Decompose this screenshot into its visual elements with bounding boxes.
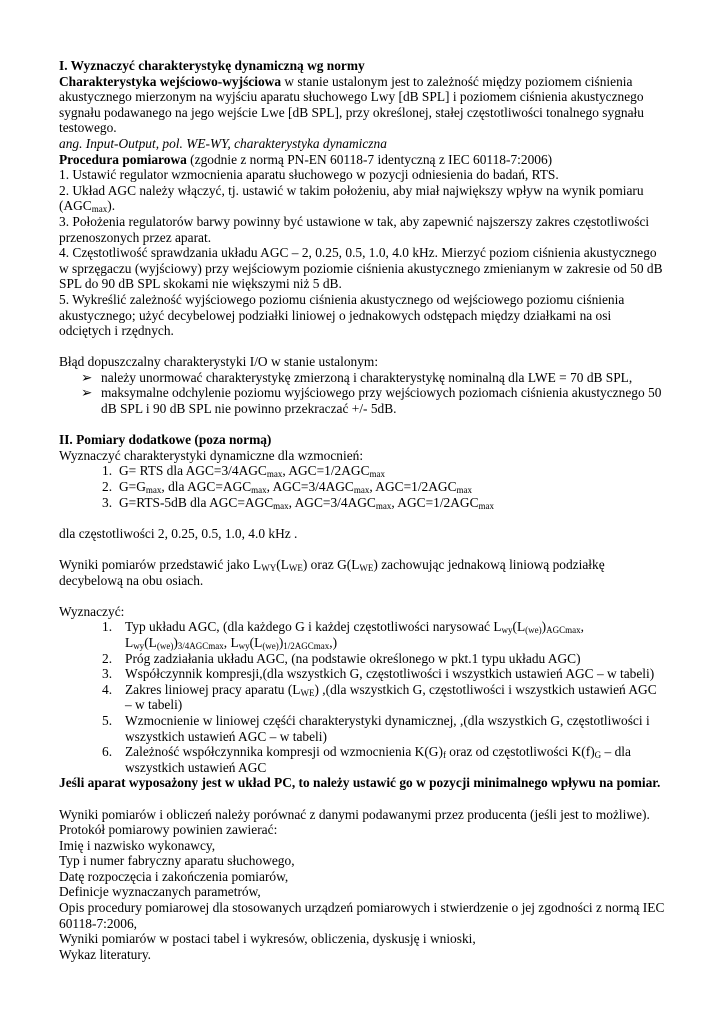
sub: max (273, 500, 289, 511)
item-number: 4. (102, 681, 113, 697)
sub: f (442, 750, 446, 761)
sub: 1/2AGCmax (283, 640, 330, 651)
sub: max (375, 500, 392, 511)
protocol-item: Wyniki pomiarów w postaci tabel i wykresów, obliczenia, dyskusję i wnioski, (59, 931, 476, 947)
text: G=RTS-5dB dla AGC=AGC (119, 494, 274, 510)
sub: WE (359, 563, 374, 573)
list-item (59, 479, 665, 495)
text: Współczynnik kompresji,(dla wszystkich G, częstotliwości i wszystkich ustawień AGC – w tabeli) (125, 666, 655, 682)
protocol-item: Opis procedury pomiarowej dla stosowanych urządzeń pomiarowych i stwierdzenie o jej zgodności z normą IEC 60118-7:2006, (59, 900, 665, 931)
item-number: 2. (102, 650, 113, 666)
protocol-intro: Protokół pomiarowy powinien zawierać: (59, 822, 278, 838)
error-bullet-list (59, 370, 665, 417)
list-item (59, 651, 665, 667)
text: Wzmocnienie w liniowej częśći charakterystyki dynamicznej, ,(dla wszystkich G, częstotliwości i wszystkich ustawień AGC – w tabeli) (125, 712, 650, 744)
sub: max (251, 485, 267, 496)
text: G= RTS dla AGC=3/4AGC (119, 463, 267, 479)
text: Zależność współczynnika kompresji od wzmocnienia K(G) (125, 744, 443, 760)
item-number: 6. (102, 744, 113, 760)
section-2-heading: II. Pomiary dodatkowe (poza normą) (59, 432, 272, 448)
list-item (59, 713, 665, 744)
text: ) zachowując jednakową liniową podziałkę decybelową na obu osiach. (59, 557, 605, 588)
procedure-step-5: 5. Wykreślić zależność wyjściowego poziomu ciśnienia akustycznego od wejściowego poziomu ciśnienia akustycznego; użyć decybelowej podziałki liniowej o jednakowych odstępach między działkami na osi odciętych i rzędnych. (59, 291, 625, 339)
results-paragraph (59, 557, 665, 588)
list-item (59, 666, 665, 682)
step-2-sub: max (91, 204, 108, 215)
protocol-item: Datę rozpoczęcia i zakończenia pomiarów, (59, 868, 289, 884)
text: ) (541, 619, 547, 635)
protocol-item: Typ i numer fabryczny aparatu słuchowego, (59, 853, 295, 869)
procedure-heading (59, 152, 665, 168)
sub: max (369, 469, 386, 480)
item-number: 2. (102, 479, 113, 495)
text: Wyniki pomiarów przedstawić jako L (59, 557, 262, 572)
list-item (59, 495, 665, 511)
text: (L (144, 634, 157, 650)
text: ) (173, 634, 178, 650)
determine-list (59, 619, 665, 775)
frequency-line: dla częstotliwości 2, 0.25, 0.5, 1.0, 4.0 kHz . (59, 525, 298, 541)
amplification-list (59, 463, 665, 510)
pc-note: Jeśli aparat wyposażony jest w układ PC, to należy ustawić go w pozycji minimalnego wpływu na pomiar. (59, 775, 661, 791)
item-number: 5. (102, 712, 113, 728)
sub: wy (133, 640, 145, 651)
text: , AGC=1/2AGC (282, 463, 370, 479)
protocol-item: Imię i nazwisko wykonawcy, (59, 837, 216, 853)
determine-intro: Wyznaczyć: (59, 603, 125, 619)
definition-paragraph (59, 74, 665, 136)
sub: max (456, 485, 473, 496)
sub: WY (261, 563, 277, 573)
text: Próg zadziałania układu AGC, (na podstawie określonego w pkt.1 typu układu AGC) (125, 650, 581, 666)
list-item (59, 682, 665, 713)
list-item (59, 385, 665, 416)
text: Typ układu AGC, (dla każdego G i każdej częstotliwości narysować L (125, 619, 502, 635)
text: , L (125, 619, 584, 650)
compare-line: Wyniki pomiarów i obliczeń należy porównać z danymi podawanymi przez producenta (jeśli jest to możliwe). (59, 806, 650, 822)
sub: max (353, 485, 370, 496)
item-number: 3. (102, 666, 113, 682)
item-number: 1. (102, 619, 113, 635)
arrow-bullet-icon: ➢ (81, 385, 93, 401)
text: , dla AGC=AGC (161, 479, 252, 495)
procedure-norm: (zgodnie z normą PN-EN 60118-7 identyczną z IEC 60118-7:2006) (186, 151, 553, 167)
text: – dla wszystkich ustawień AGC (125, 744, 631, 775)
text: , AGC=3/4AGC (288, 494, 376, 510)
text: (L (249, 634, 263, 650)
item-number: 1. (102, 463, 113, 479)
item-number: 3. (102, 494, 113, 510)
text: ) ,(dla wszystkich G, częstotliwości i wszystkich ustawień AGC – w tabeli) (125, 681, 657, 713)
procedure-title: Procedura pomiarowa (59, 151, 187, 167)
list-item (59, 370, 665, 386)
text: , L (223, 634, 239, 650)
text: , AGC=3/4AGC (266, 479, 354, 495)
text: (L (512, 619, 526, 635)
protocol-item: Definicje wyznaczanych parametrów, (59, 884, 261, 900)
sub: 3/4AGCmax (177, 640, 224, 651)
protocol-item: Wykaz literatury. (59, 946, 152, 962)
sub: wy (238, 640, 250, 651)
procedure-step-4: 4. Częstotliwość sprawdzania układu AGC – 2, 0.25, 0.5, 1.0, 4.0 kHz. Mierzyć poziom ciśnienia akustycznego w sprzęgaczu (wyjściowy) przy wejściowym poziomie ciśnienia akustycznego zmienianym w zakresie od 50 dB SPL do 90 dB SPL skokami nie większymi niż 5 dB. (59, 245, 663, 292)
arrow-bullet-icon: ➢ (81, 369, 93, 385)
step-2-end: ). (107, 198, 116, 214)
list-item (59, 619, 665, 650)
text: G=G (119, 479, 146, 495)
sub: (we) (156, 640, 174, 651)
sub: max (145, 485, 162, 496)
text: ) oraz G(L (302, 557, 360, 572)
sub: (we) (525, 625, 542, 636)
sub: max (266, 469, 283, 480)
text: oraz od częstotliwości K(f) (445, 744, 595, 760)
procedure-step-1: 1. Ustawić regulator wzmocnienia aparatu słuchowego w pozycji odniesienia do badań, RTS. (59, 167, 559, 183)
sub: AGCmax (546, 625, 581, 636)
sub: (we) (262, 640, 279, 651)
text: , AGC=1/2AGC (369, 479, 457, 495)
section-1-heading: I. Wyznaczyć charakterystykę dynamiczną wg normy (59, 58, 365, 73)
text: (L (276, 557, 289, 572)
text: ) (278, 634, 284, 650)
list-item (59, 744, 665, 775)
procedure-step-3: 3. Położenia regulatorów barwy powinny być ustawione w tak, aby zapewnić najszerszy zakres częstotliwości przenoszonych przez aparat. (59, 213, 650, 245)
sub: WE (300, 687, 315, 698)
sub: wy (501, 625, 513, 636)
sub: G (594, 750, 602, 761)
definition-term: Charakterystyka wejściowo-wyjściowa (59, 73, 282, 89)
text: Zakres liniowej pracy aparatu (L (125, 681, 301, 697)
sub: WE (288, 563, 303, 573)
document-page (59, 58, 665, 962)
amplification-intro: Wyznaczyć charakterystyki dynamiczne dla wzmocnień: (59, 447, 364, 463)
procedure-step-2 (59, 183, 665, 214)
english-term: ang. Input-Output, pol. WE-WY, charakterystyka dynamiczna (59, 135, 387, 151)
error-intro: Błąd dopuszczalny charakterystyki I/O w stanie ustalonym: (59, 354, 379, 370)
bullet-text: należy unormować charakterystykę zmierzoną i charakterystykę nominalną dla LWE = 70 dB SPL, (101, 369, 633, 385)
list-item (59, 463, 665, 479)
text: , AGC=1/2AGC (391, 494, 479, 510)
step-2-text: 2. Układ AGC należy włączyć, tj. ustawić w takim położeniu, aby miał największy wpływ na wynik pomiaru (AGC (59, 182, 644, 214)
bullet-text: maksymalne odchylenie poziomu wyjściowego przy wejściowych poziomach ciśnienia akustycznego 50 dB SPL i 90 dB SPL nie powinno przekraczać +/- 5dB. (101, 385, 662, 417)
text: ,) (329, 634, 338, 650)
definition-text: w stanie ustalonym jest to zależność między poziomem ciśnienia akustycznego mierzonym na wyjściu aparatu słuchowego Lwy [dB SPL] i poziomem ciśnienia akustycznego sygnału podawanego na jego wejście Lwe [dB SPL], przy określonej, stałej częstotliwości tonalnego sygnału testowego. (59, 73, 644, 136)
sub: max (478, 500, 495, 511)
